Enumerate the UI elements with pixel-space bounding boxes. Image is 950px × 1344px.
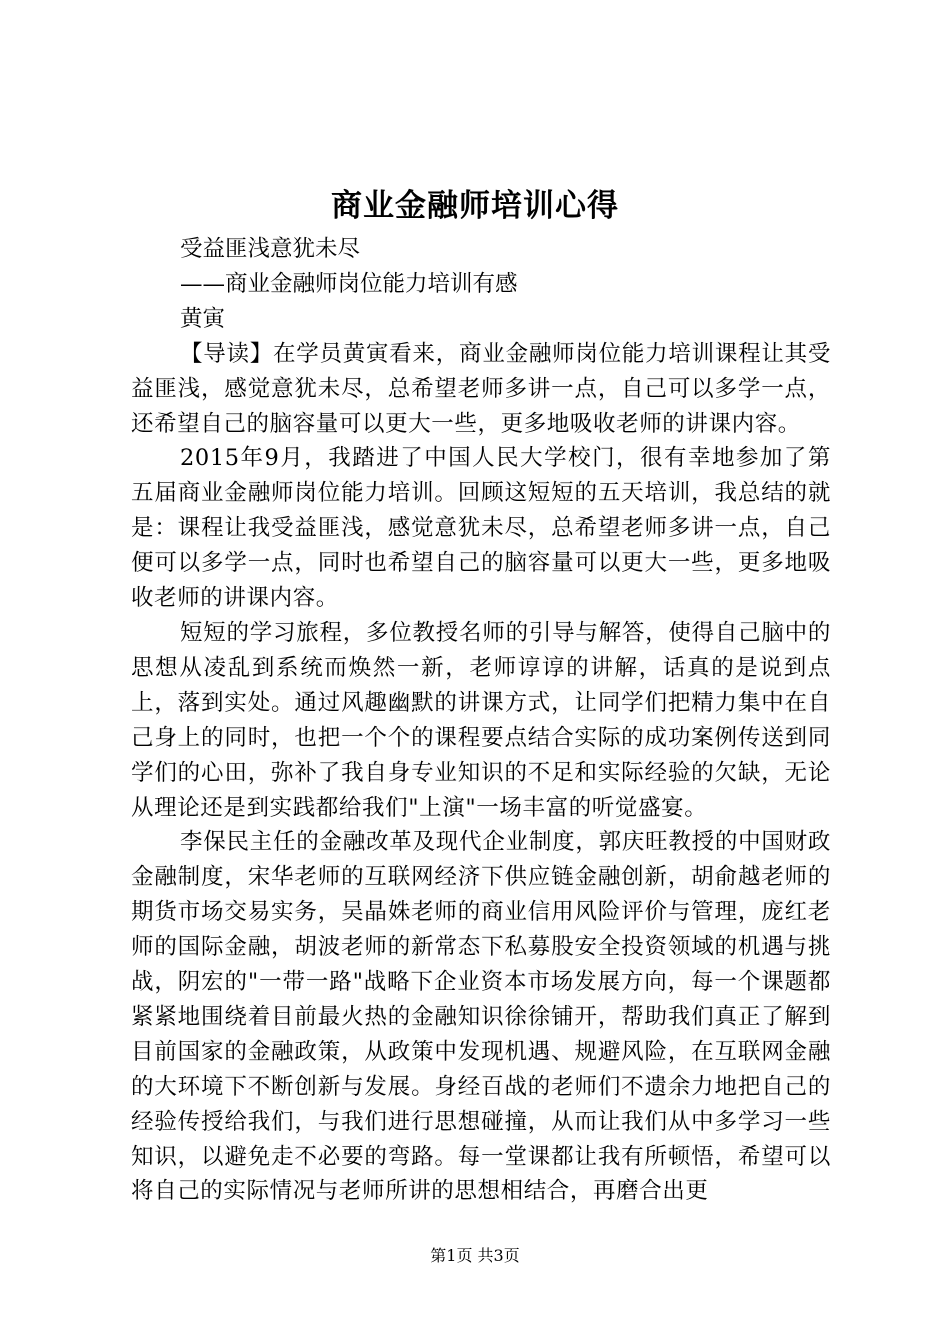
paragraph-3: 短短的学习旅程，多位教授名师的引导与解答，使得自己脑中的思想从凌乱到系统而焕然一新，老师谆谆的讲解，话真的是说到点上，落到实处。通过风趣幽默的讲课方式，让同学们把精力集中在自己身上的同时，也把一个个的课程要点结合实际的成功案例传送到同学们的心田，弥补了我自身专业知识的不足和实际经验的欠缺，无论从理论还是到实践都给我们"上演"一场丰富的听觉盛宴。 bbox=[131, 619, 831, 821]
paragraph-2: 2015年9月，我踏进了中国人民大学校门，很有幸地参加了第五届商业金融师岗位能力培训。回顾这短短的五天培训，我总结的就是：课程让我受益匪浅，感觉意犹未尽，总希望老师多讲一点，自己便可以多学一点，同时也希望自己的脑容量可以更大一些，更多地吸收老师的讲课内容。 bbox=[131, 445, 831, 612]
document-body bbox=[131, 232, 831, 1209]
paragraph-intro: 【导读】在学员黄寅看来，商业金融师岗位能力培训课程让其受益匪浅，感觉意犹未尽，总希望老师多讲一点，自己可以多学一点，还希望自己的脑容量可以更大一些，更多地吸收老师的讲课内容。 bbox=[131, 340, 831, 437]
document-title: 商业金融师培训心得 bbox=[331, 188, 619, 224]
page-number-footer: 第1页 共3页 bbox=[430, 1246, 520, 1265]
subtitle-line-1: 受益匪浅意犹未尽 bbox=[180, 236, 361, 262]
subtitle-line-2: ——商业金融师岗位能力培训有感 bbox=[180, 270, 518, 297]
paragraph-4: 李保民主任的金融改革及现代企业制度，郭庆旺教授的中国财政金融制度，宋华老师的互联网经济下供应链金融创新，胡俞越老师的期货市场交易实务，吴晶姝老师的商业信用风险评价与管理，庞红老师的国际金融，胡波老师的新常态下私募股安全投资领域的机遇与挑战，阴宏的"一带一路"战略下企业资本市场发展方向，每一个课题都紧紧地围绕着目前最火热的金融知识徐徐铺开，帮助我们真正了解到目前国家的金融政策，从政策中发现机遇、规避风险，在互联网金融的大环境下不断创新与发展。身经百战的老师们不遗余力地把自己的经验传授给我们，与我们进行思想碰撞，从而让我们从中多学习一些知识，以避免走不必要的弯路。每一堂课都让我有所顿悟，希望可以将自己的实际情况与老师所讲的思想相结合，再磨合出更 bbox=[131, 829, 831, 1205]
author-name: 黄寅 bbox=[180, 305, 226, 332]
